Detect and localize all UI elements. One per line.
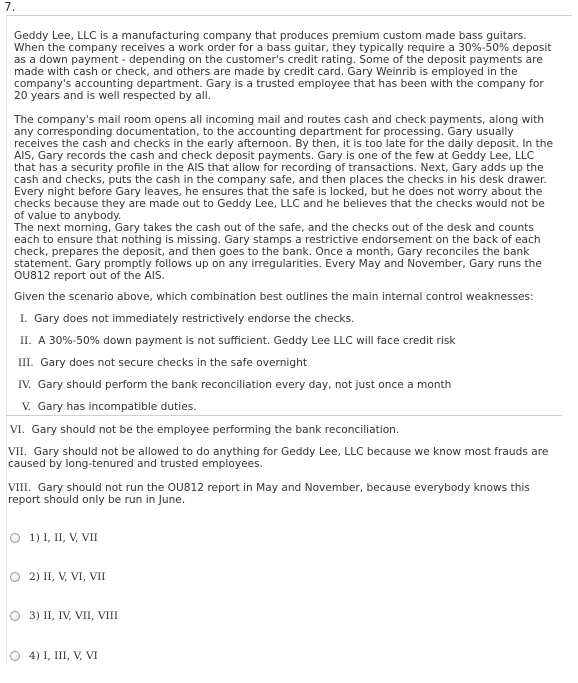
answer-option-label: 4) I, III, V, VI: [29, 650, 98, 662]
statement-numeral: V.: [22, 401, 31, 413]
scenario-paragraph-1: Geddy Lee, LLC is a manufacturing company that produces premium custom made bass guitars. When the company receives a work order for a bass guitar, they typically require a 30%-50% deposit as a down payment - depending on the customer's credit rating. Some of the deposit payments are made with cash or check, and others are made by credit card. Gary Weinrib is employed in the company's accounting department. Gary is a trusted employee that has been with the company for 20 years and is well respected by all.: [14, 30, 552, 102]
statement-3: [18, 357, 307, 369]
answer-option-2[interactable]: [10, 570, 105, 584]
statement-numeral: I.: [20, 313, 28, 325]
statement-2: [20, 335, 455, 347]
question-number: 7.: [4, 0, 16, 14]
statement-numeral: III.: [18, 357, 34, 369]
radio-button[interactable]: [10, 533, 20, 543]
question-prompt: Given the scenario above, which combination best outlines the main internal control weaknesses:: [14, 291, 534, 303]
statement-numeral: VIII.: [8, 482, 32, 494]
statement-text: Gary does not secure checks in the safe overnight: [40, 357, 307, 369]
statement-8: [8, 482, 560, 506]
answer-option-1[interactable]: [10, 531, 98, 545]
statement-1: [20, 313, 354, 325]
answer-option-4[interactable]: [10, 649, 98, 663]
statement-4: [18, 379, 451, 391]
radio-button[interactable]: [10, 611, 20, 621]
radio-button[interactable]: [10, 572, 20, 582]
answer-option-label: 2) II, V, VI, VII: [29, 571, 106, 583]
statement-numeral: VI.: [10, 424, 25, 436]
scenario-paragraph-2: The company's mail room opens all incoming mail and routes cash and check payments, along with any corresponding documentation, to the accounting department for processing. Gary usually receives the cash and checks in the early afternoon. By then, it is too late for the daily deposit. In the AIS, Gary records the cash and check deposit payments. Gary is one of the few at Geddy Lee, LLC that has a security profile in the AIS that allow for recording of transactions. Next, Gary adds up the cash and checks, puts the cash in the company safe, and then places the checks in his desk drawer. Every night before Gary leaves, he ensures that the safe is locked, but he does not worry about the checks because they are made out to Geddy Lee, LLC and he believes that the checks would not be of value to anybody.: [14, 114, 554, 222]
statement-text: Gary should perform the bank reconciliation every day, not just once a month: [37, 379, 452, 391]
statement-5: [22, 401, 197, 413]
statement-text: Gary should not be the employee performing the bank reconciliation.: [31, 424, 400, 436]
statement-divider: [6, 415, 562, 416]
answer-option-label: 3) II, IV, VII, VIII: [29, 610, 119, 622]
statement-7: [8, 446, 560, 470]
radio-button[interactable]: [10, 651, 20, 661]
answer-option-3[interactable]: [10, 609, 118, 623]
statement-6: [10, 424, 399, 436]
answer-option-label: 1) I, II, V, VII: [29, 532, 98, 544]
scenario-paragraph-3: The next morning, Gary takes the cash out of the safe, and the checks out of the desk and counts each to ensure that nothing is missing. Gary stamps a restrictive endorsement on the back of each check, prepares the deposit, and then goes to the bank. Once a month, Gary reconciles the bank statement. Gary promptly follows up on any irregularities. Every May and November, Gary runs the OU812 report out of the AIS.: [14, 222, 542, 282]
statement-numeral: VII.: [8, 446, 28, 458]
statement-text: Gary does not immediately restrictively endorse the checks.: [34, 313, 355, 325]
statement-numeral: IV.: [18, 379, 32, 391]
statement-numeral: II.: [20, 335, 32, 347]
statement-text: Gary should not run the OU812 report in May and November, because everybody knows this report should only be run in June.: [8, 482, 530, 506]
statement-text: Gary should not be allowed to do anything for Geddy Lee, LLC because we know most frauds are caused by long-tenured and trusted employees.: [8, 446, 549, 470]
statement-text: Gary has incompatible duties.: [37, 401, 197, 413]
statement-text: A 30%-50% down payment is not sufficient. Geddy Lee LLC will face credit risk: [38, 335, 456, 347]
